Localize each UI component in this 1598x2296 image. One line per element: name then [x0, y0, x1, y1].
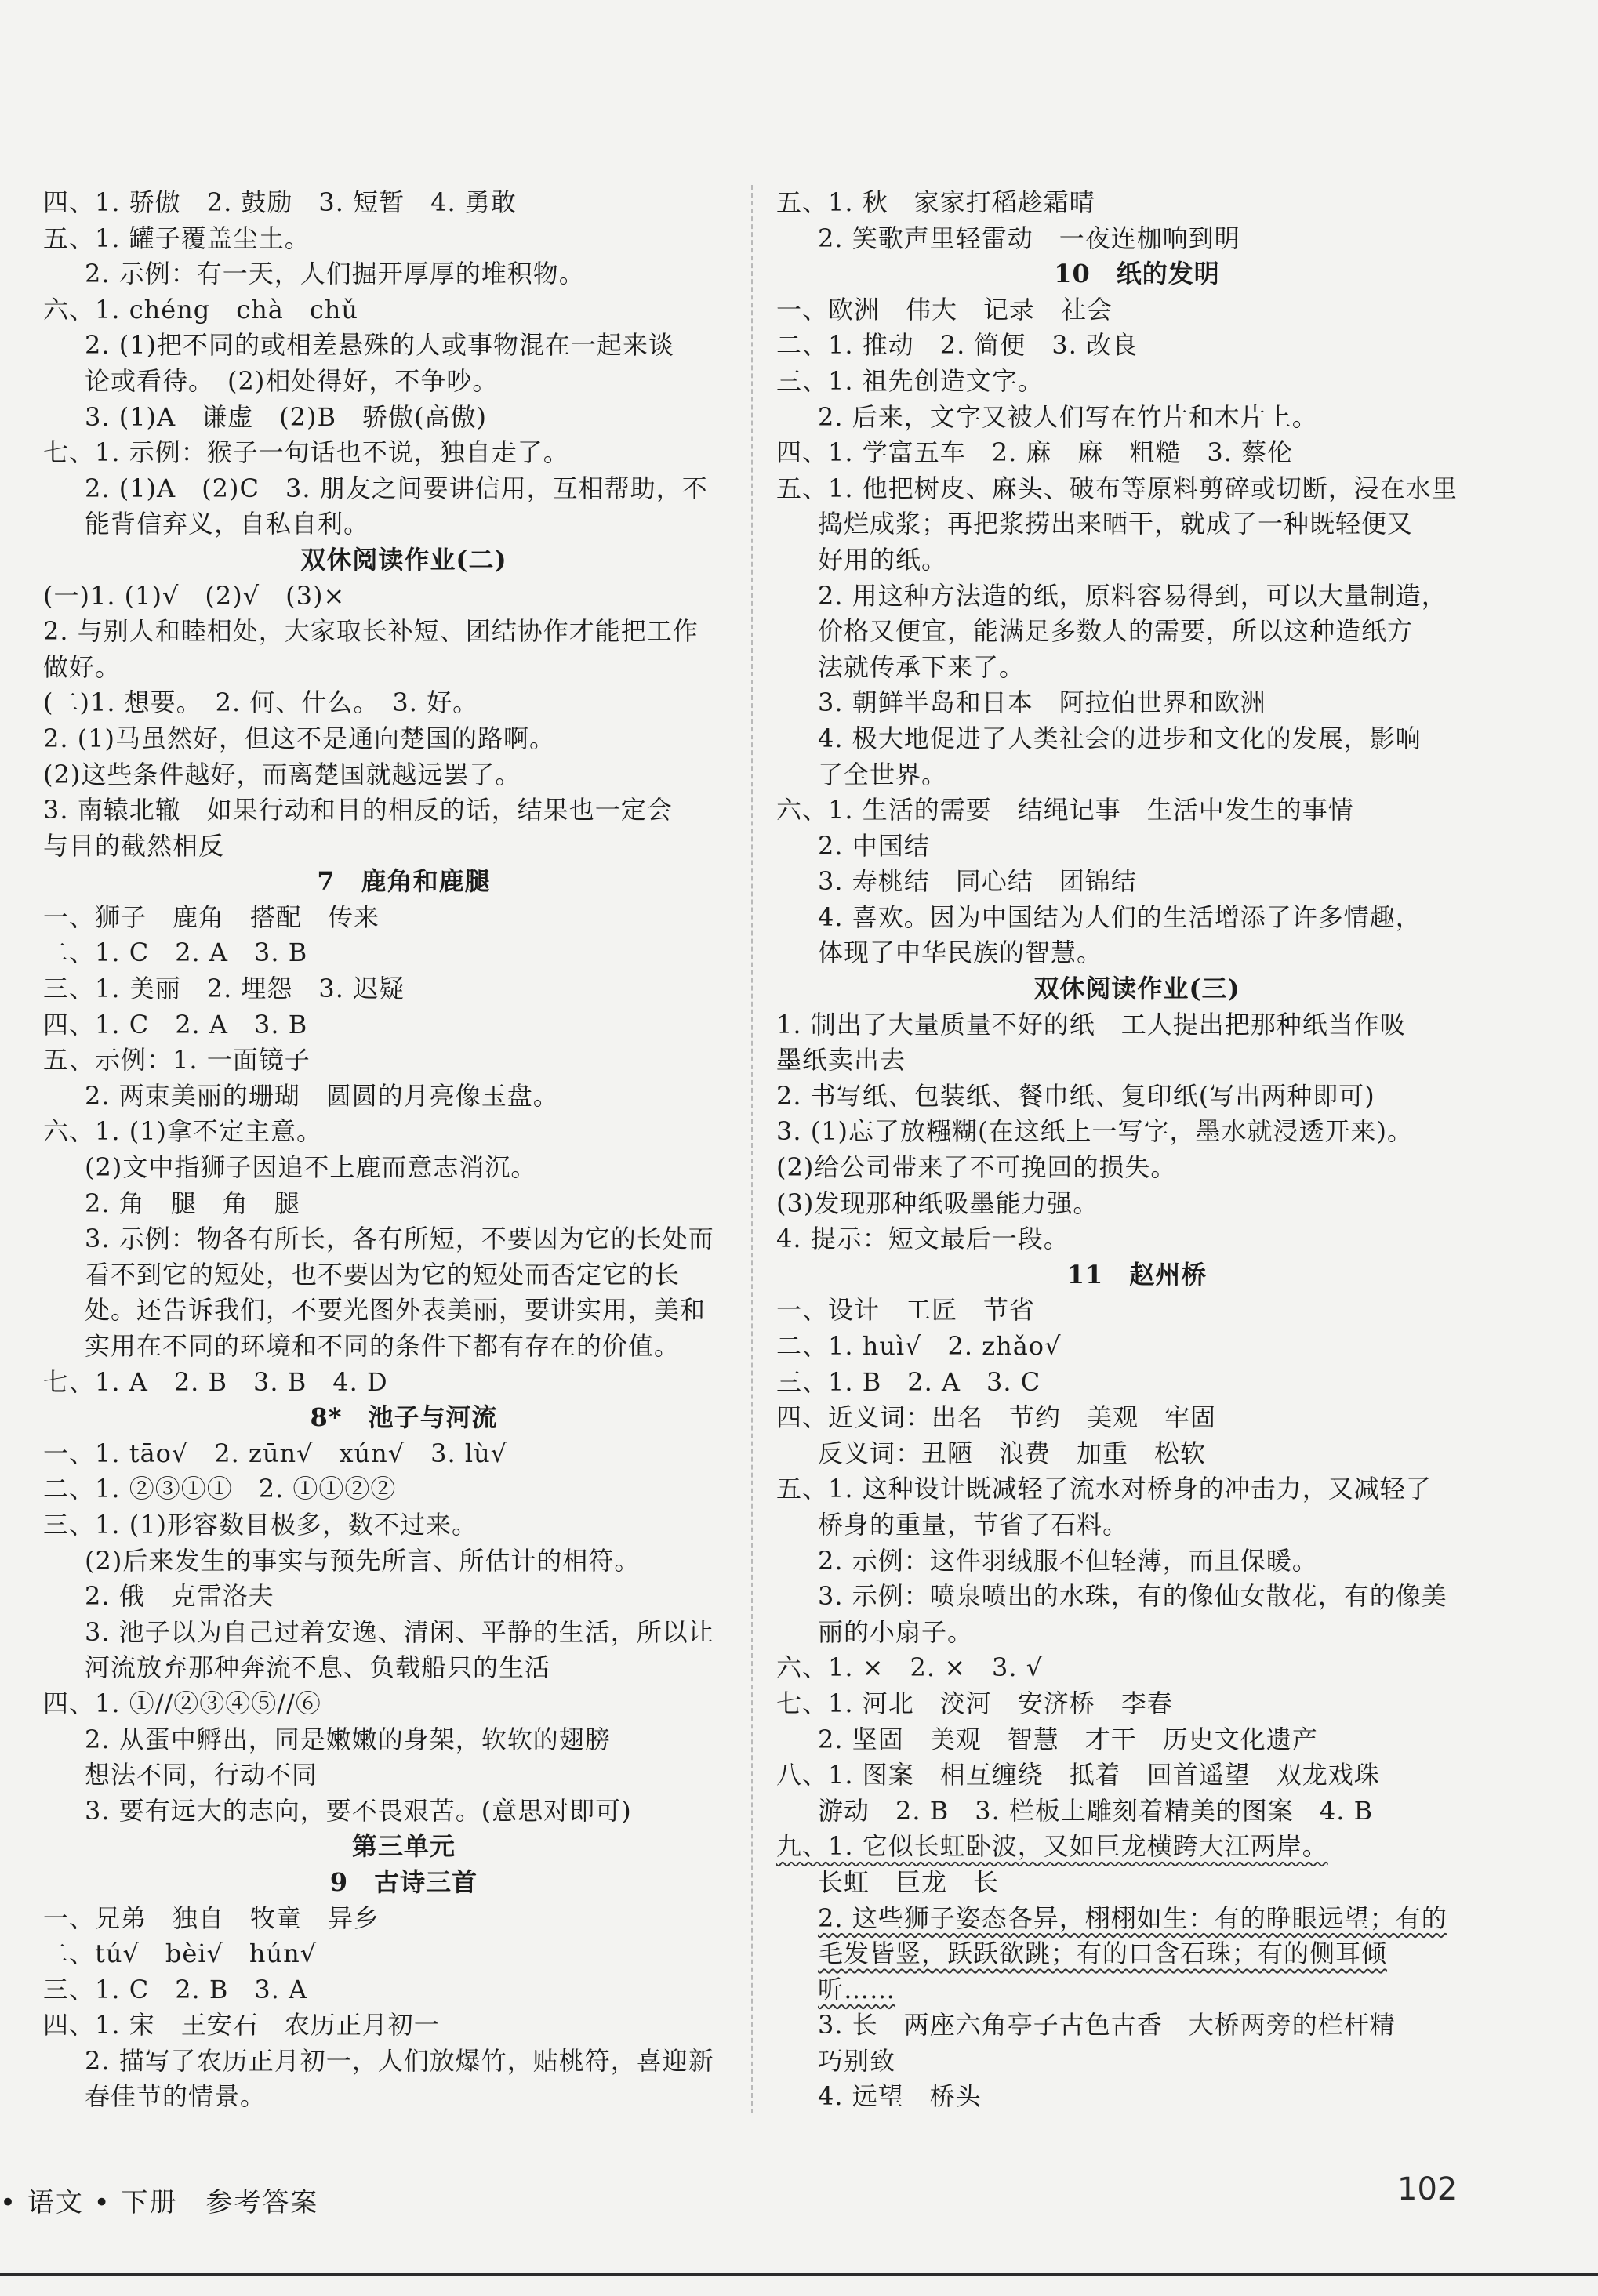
- answer-line: [776, 506, 1498, 542]
- answer-line: [776, 1186, 1498, 1222]
- answer-line: [43, 721, 764, 757]
- answer-line: [43, 1365, 764, 1401]
- answer-text: 五、1. 秋 家家打稻趁霜晴: [776, 187, 1095, 217]
- answer-line: [776, 328, 1498, 364]
- answer-text: 七、1. 示例：猴子一句话也不说，独自走了。: [43, 437, 569, 468]
- answer-text: 4. 提示：短文最后一段。: [776, 1224, 1070, 1254]
- answer-text: 能背信弃义，自私自利。: [85, 509, 370, 539]
- answer-text: 体现了中华民族的智慧。: [818, 938, 1103, 968]
- section-heading: [43, 1865, 764, 1901]
- answer-line: [43, 685, 764, 721]
- answer-line: [43, 328, 764, 364]
- answer-text: 桥身的重量，节省了石料。: [818, 1509, 1129, 1540]
- answer-text: 2. 示例：有一天，人们掘开厚厚的堆积物。: [85, 259, 585, 289]
- answer-text: 二、1. 推动 2. 简便 3. 改良: [776, 330, 1139, 361]
- footer-subject: • 语文 • 下册: [0, 2187, 178, 2218]
- answer-text: 2. 这些狮子姿态各异，栩栩如生：有的睁眼远望；有的: [818, 1902, 1447, 1933]
- answer-text: 河流放弃那种奔流不息、负载船只的生活: [85, 1652, 551, 1683]
- answer-text: 六、1. × 2. × 3. √: [776, 1652, 1044, 1683]
- answer-line: [776, 1650, 1498, 1686]
- answer-text: 一、欧洲 伟大 记录 社会: [776, 294, 1113, 325]
- answer-text: 2. 坚固 美观 智慧 才干 历史文化遗产: [818, 1724, 1318, 1754]
- answer-line: [43, 1186, 764, 1222]
- section-heading: [776, 1257, 1498, 1293]
- answer-line: [43, 1436, 764, 1472]
- footer-section: 参考答案: [205, 2187, 319, 2218]
- answer-line: [776, 1007, 1498, 1043]
- answer-text: 捣烂成浆；再把浆捞出来晒干，就成了一种既轻便又: [818, 509, 1414, 539]
- answer-line: [776, 1865, 1498, 1901]
- answer-line: [43, 1794, 764, 1830]
- answer-text: 3. 示例：物各有所长，各有所短，不要因为它的长处而: [85, 1224, 714, 1254]
- answer-text: 11 赵州桥: [1066, 1259, 1208, 1289]
- answer-line: [776, 2044, 1498, 2080]
- answer-text: 二、1. ②③①① 2. ①①②②: [43, 1474, 397, 1504]
- answer-line: [776, 221, 1498, 257]
- answer-text: 三、1. 祖先创造文字。: [776, 365, 1044, 396]
- answer-text: 三、1. 美丽 2. 埋怨 3. 迟疑: [43, 974, 405, 1004]
- answer-text: (2)这些条件越好，而离楚国就越远罢了。: [43, 759, 521, 789]
- answer-text: 六、1. chéng chà chǔ: [43, 294, 359, 325]
- answer-line: [43, 2008, 764, 2044]
- answer-text: 1. 制出了大量质量不好的纸 工人提出把那种纸当作吸: [776, 1009, 1406, 1039]
- answer-text: 一、狮子 鹿角 搭配 传来: [43, 901, 380, 932]
- answer-text: 4. 极大地促进了人类社会的进步和文化的发展，影响: [818, 723, 1422, 753]
- answer-text: 长虹 巨龙 长: [818, 1866, 1000, 1897]
- answer-text: 2. 描写了农历正月初一，人们放爆竹，贴桃符，喜迎新: [85, 2045, 714, 2076]
- answer-line: [776, 579, 1498, 615]
- answer-line: [776, 1507, 1498, 1543]
- column-divider: [751, 185, 753, 2113]
- answer-text: 五、1. 这种设计既减轻了流水对桥身的冲击力，又减轻了: [776, 1474, 1432, 1504]
- answer-line: [776, 757, 1498, 793]
- answer-text: 3. 要有远大的志向，要不畏艰苦。(意思对即可): [85, 1795, 632, 1826]
- answer-text: 巧别致: [818, 2045, 896, 2076]
- answer-text: (一)1. (1)√ (2)√ (3)×: [43, 580, 346, 611]
- answer-line: [43, 650, 764, 686]
- answer-text: 8* 池子与河流: [310, 1402, 498, 1433]
- answer-line: [776, 1686, 1498, 1722]
- answer-line: [43, 793, 764, 829]
- answer-text: 毛发皆竖，跃跃欲跳；有的口含石珠；有的侧耳倾: [818, 1939, 1388, 1969]
- answer-line: [43, 1257, 764, 1293]
- answer-line: [43, 1615, 764, 1651]
- answer-text: 7 鹿角和鹿腿: [317, 866, 491, 897]
- answer-text: 二、1. huì√ 2. zhǎo√: [776, 1331, 1062, 1361]
- answer-line: [43, 579, 764, 615]
- answer-text: 好用的纸。: [818, 544, 948, 575]
- answer-line: [43, 364, 764, 400]
- section-heading: [43, 1400, 764, 1436]
- answer-line: [43, 506, 764, 542]
- answer-line: [776, 185, 1498, 221]
- answer-line: [43, 1114, 764, 1150]
- answer-line: [43, 435, 764, 471]
- answer-line: [776, 1615, 1498, 1651]
- answer-line: [43, 1722, 764, 1758]
- answer-text: 反义词：丑陋 浪费 加重 松软: [818, 1438, 1207, 1468]
- answer-text: 2. 从蛋中孵出，同是嫩嫩的身架，软软的翅膀: [85, 1724, 611, 1754]
- answer-line: [43, 256, 764, 292]
- answer-line: [776, 2079, 1498, 2115]
- section-heading: [43, 864, 764, 900]
- answer-text: 3. 南辕北辙 如果行动和目的相反的话，结果也一定会: [43, 795, 673, 825]
- answer-line: [43, 614, 764, 650]
- answer-text: 七、1. A 2. B 3. B 4. D: [43, 1366, 388, 1397]
- answer-line: [776, 721, 1498, 757]
- answer-line: [776, 1829, 1498, 1865]
- answer-text: 春佳节的情景。: [85, 2081, 267, 2112]
- answer-text: 四、1. 骄傲 2. 鼓励 3. 短暂 4. 勇敢: [43, 187, 517, 217]
- answer-line: [43, 1293, 764, 1329]
- answer-text: (2)后来发生的事实与预先所言、所估计的相符。: [85, 1545, 641, 1576]
- answer-text: 价格又便宜，能满足多数人的需要，所以这种造纸方: [818, 616, 1414, 647]
- answer-line: [43, 1579, 764, 1615]
- answer-text: 四、近义词：出名 节约 美观 牢固: [776, 1402, 1217, 1433]
- answer-text: 了全世界。: [818, 759, 948, 789]
- answer-line: [43, 1007, 764, 1043]
- answer-text: (2)给公司带来了不可挽回的损失。: [776, 1152, 1177, 1183]
- answer-line: [43, 1507, 764, 1543]
- answer-line: [43, 1936, 764, 1972]
- answer-text: 3. 池子以为自己过着安逸、清闲、平静的生活，所以让: [85, 1616, 714, 1647]
- answer-text: 3. 寿桃结 同心结 团锦结: [818, 866, 1137, 897]
- section-heading: [43, 542, 764, 579]
- answer-line: [43, 1150, 764, 1186]
- answer-text: 2. 笑歌声里轻雷动 一夜连枷响到明: [818, 223, 1240, 253]
- answer-text: 3. 示例：喷泉喷出的水珠，有的像仙女散花，有的像美: [818, 1581, 1447, 1612]
- answer-line: [776, 614, 1498, 650]
- answer-text: 2. 俄 克雷洛夫: [85, 1581, 274, 1612]
- answer-text: 法就传承下来了。: [818, 651, 1026, 682]
- answer-text: 与目的截然相反: [43, 830, 225, 861]
- answer-line: [776, 1221, 1498, 1257]
- answer-text: 10 纸的发明: [1054, 259, 1220, 289]
- answer-text: 五、1. 罐子覆盖尘土。: [43, 223, 311, 253]
- answer-text: (2)文中指狮子因追不上鹿而意志消沉。: [85, 1152, 537, 1183]
- answer-text: 2. (1)马虽然好，但这不是通向楚国的路啊。: [43, 723, 556, 753]
- answer-text: 2. (1)把不同的或相差悬殊的人或事物混在一起来谈: [85, 330, 675, 361]
- answer-text: 2. 示例：这件羽绒服不但轻薄，而且保暖。: [818, 1545, 1318, 1576]
- answer-line: [43, 400, 764, 436]
- answer-line: [776, 1471, 1498, 1507]
- answer-text: 游动 2. B 3. 栏板上雕刻着精美的图案 4. B: [818, 1795, 1374, 1826]
- answer-text: 3. (1)A 谦虚 (2)B 骄傲(高傲): [85, 401, 487, 432]
- answer-line: [43, 1686, 764, 1722]
- answer-text: (二)1. 想要。 2. 何、什么。 3. 好。: [43, 687, 479, 718]
- answer-line: [776, 1293, 1498, 1329]
- page-number: 102: [1397, 2171, 1458, 2207]
- answer-line: [43, 1972, 764, 2008]
- answer-text: 七、1. 河北 洨河 安济桥 李春: [776, 1688, 1173, 1718]
- answer-line: [776, 793, 1498, 829]
- answer-text: 3. 长 两座六角亭子古色古香 大桥两旁的栏杆精: [818, 2010, 1396, 2040]
- answer-text: 四、1. 学富五车 2. 麻 麻 粗糙 3. 蔡伦: [776, 437, 1294, 468]
- answer-line: [43, 185, 764, 221]
- answer-line: [776, 1972, 1498, 2008]
- answer-text: 丽的小扇子。: [818, 1616, 974, 1647]
- answer-line: [776, 435, 1498, 471]
- section-heading: [776, 256, 1498, 292]
- answer-line: [776, 542, 1498, 579]
- answer-text: 五、示例：1. 一面镜子: [43, 1045, 311, 1075]
- answer-line: [43, 1901, 764, 1937]
- answer-line: [43, 1757, 764, 1794]
- answer-text: 八、1. 图案 相互缠绕 抵着 回首遥望 双龙戏珠: [776, 1760, 1380, 1790]
- answer-text: 实用在不同的环境和不同的条件下都有存在的价值。: [85, 1331, 681, 1361]
- answer-line: [776, 1757, 1498, 1794]
- answer-line: [776, 1436, 1498, 1472]
- answer-line: [776, 1901, 1498, 1937]
- answer-text: 2. (1)A (2)C 3. 朋友之间要讲信用，互相帮助，不: [85, 473, 708, 503]
- answer-line: [43, 1471, 764, 1507]
- answer-text: (3)发现那种纸吸墨能力强。: [776, 1188, 1099, 1218]
- answer-text: 二、1. C 2. A 3. B: [43, 938, 308, 968]
- answer-line: [43, 1650, 764, 1686]
- answer-text: 墨纸卖出去: [776, 1045, 906, 1075]
- answer-line: [776, 1114, 1498, 1150]
- section-heading: [43, 1829, 764, 1865]
- answer-text: 第三单元: [351, 1831, 456, 1862]
- answer-line: [776, 400, 1498, 436]
- answer-line: [43, 971, 764, 1007]
- answer-text: 3. (1)忘了放糨糊(在这纸上一写字，墨水就浸透开来)。: [776, 1116, 1414, 1147]
- answer-line: [43, 292, 764, 328]
- answer-text: 2. 书写纸、包装纸、餐巾纸、复印纸(写出两种即可): [776, 1080, 1375, 1111]
- answer-line: [43, 2044, 764, 2080]
- answer-line: [776, 935, 1498, 971]
- answer-text: 三、1. B 2. A 3. C: [776, 1366, 1041, 1397]
- answer-text: 四、1. 宋 王安石 农历正月初一: [43, 2010, 440, 2040]
- answer-line: [776, 1400, 1498, 1436]
- answer-text: 9 古诗三首: [329, 1866, 478, 1897]
- answer-line: [776, 1794, 1498, 1830]
- footer-rule: [0, 2273, 1598, 2276]
- answer-line: [776, 364, 1498, 400]
- answer-line: [776, 829, 1498, 865]
- answer-text: 2. 两束美丽的珊瑚 圆圆的月亮像玉盘。: [85, 1080, 559, 1111]
- answer-text: 论或看待。 (2)相处得好，不争吵。: [85, 365, 499, 396]
- answer-text: 二、tú√ bèi√ hún√: [43, 1939, 318, 1969]
- answer-text: 六、1. (1)拿不定主意。: [43, 1116, 323, 1147]
- answer-text: 做好。: [43, 651, 122, 682]
- answer-text: 2. 用这种方法造的纸，原料容易得到，可以大量制造，: [818, 580, 1447, 611]
- answer-text: 四、1. ①//②③④⑤//⑥: [43, 1688, 321, 1718]
- answer-text: 2. 后来，文字又被人们写在竹片和木片上。: [818, 401, 1318, 432]
- answer-text: 三、1. C 2. B 3. A: [43, 1974, 308, 2004]
- answer-text: 3. 朝鲜半岛和日本 阿拉伯世界和欧洲: [818, 687, 1266, 718]
- answer-line: [43, 900, 764, 936]
- footer-label: [0, 2181, 319, 2219]
- answer-line: [776, 864, 1498, 900]
- answer-line: [43, 1221, 764, 1257]
- answer-line: [43, 935, 764, 971]
- answer-text: 2. 角 腿 角 腿: [85, 1188, 300, 1218]
- answer-line: [43, 2079, 764, 2115]
- answer-text: 看不到它的短处，也不要因为它的短处而否定它的长: [85, 1259, 681, 1289]
- answer-line: [776, 292, 1498, 328]
- answer-text: 4. 喜欢。因为中国结为人们的生活增添了许多情趣，: [818, 901, 1422, 932]
- answer-line: [776, 1543, 1498, 1580]
- answer-text: 想法不同，行动不同: [85, 1760, 318, 1790]
- answer-text: 一、1. tāo√ 2. zūn√ xún√ 3. lù√: [43, 1438, 508, 1468]
- answer-line: [776, 1365, 1498, 1401]
- answer-line: [776, 900, 1498, 936]
- answer-text: 一、设计 工匠 节省: [776, 1295, 1036, 1326]
- answer-line: [43, 221, 764, 257]
- answer-text: 五、1. 他把树皮、麻头、破布等原料剪碎或切断，浸在水里: [776, 473, 1458, 503]
- answer-line: [776, 1329, 1498, 1365]
- answer-text: 2. 与别人和睦相处，大家取长补短、团结协作才能把工作: [43, 616, 699, 647]
- answer-text: 听……: [818, 1974, 896, 2004]
- answer-line: [43, 757, 764, 793]
- answer-line: [776, 1936, 1498, 1972]
- answer-text: 一、兄弟 独自 牧童 异乡: [43, 1902, 380, 1933]
- answer-line: [776, 650, 1498, 686]
- answer-line: [776, 1722, 1498, 1758]
- answer-line: [43, 1043, 764, 1079]
- answer-line: [776, 1579, 1498, 1615]
- answer-text: 4. 远望 桥头: [818, 2081, 982, 2112]
- answer-line: [43, 471, 764, 507]
- answer-text: 处。还告诉我们，不要光图外表美丽，要讲实用，美和: [85, 1295, 706, 1326]
- answer-line: [43, 1329, 764, 1365]
- answer-line: [776, 1079, 1498, 1115]
- answer-text: 双休阅读作业(二): [300, 544, 507, 575]
- answer-text: 2. 中国结: [818, 830, 930, 861]
- right-column: [776, 185, 1498, 2115]
- answer-text: 四、1. C 2. A 3. B: [43, 1009, 308, 1039]
- answer-line: [776, 1150, 1498, 1186]
- answer-line: [776, 2008, 1498, 2044]
- answer-line: [776, 471, 1498, 507]
- answer-line: [776, 685, 1498, 721]
- answer-line: [776, 1043, 1498, 1079]
- answer-text: 双休阅读作业(三): [1033, 974, 1240, 1004]
- left-column: [43, 185, 764, 2115]
- answer-text: 三、1. (1)形容数目极多，数不过来。: [43, 1509, 478, 1540]
- answer-line: [43, 829, 764, 865]
- answer-text: 六、1. 生活的需要 结绳记事 生活中发生的事情: [776, 795, 1354, 825]
- answer-line: [43, 1079, 764, 1115]
- answer-line: [43, 1543, 764, 1580]
- answer-text: 九、1. 它似长虹卧波，又如巨龙横跨大江两岸。: [776, 1831, 1328, 1862]
- section-heading: [776, 971, 1498, 1007]
